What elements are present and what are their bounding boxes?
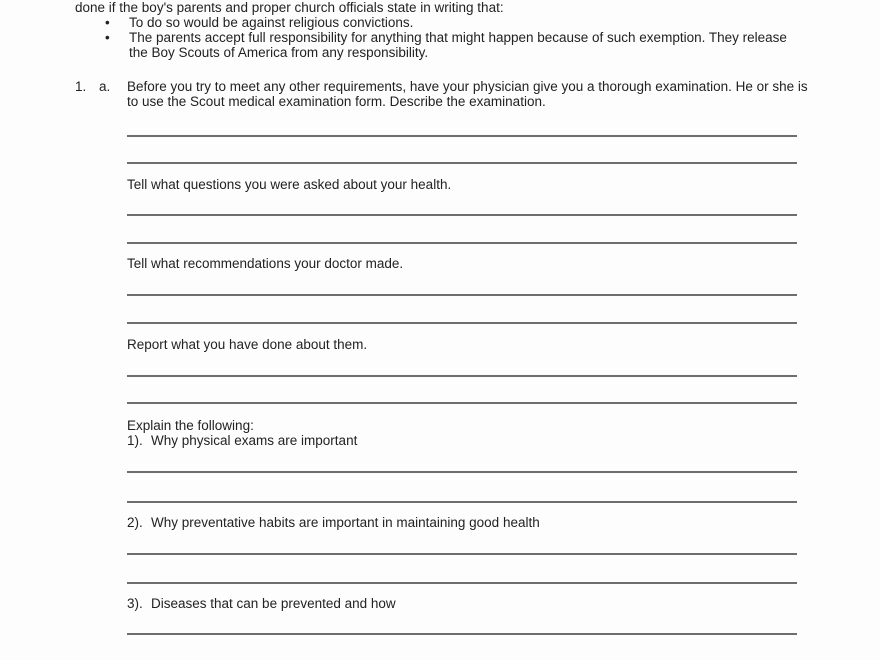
intro-paragraph: done if the boy's parents and proper church officials state in writing that: (75, 0, 504, 15)
explain-item-text: Why preventative habits are important in maintaining good health (151, 515, 540, 530)
answer-line (127, 214, 797, 216)
bullet-icon: • (105, 30, 110, 45)
answer-line (127, 242, 797, 244)
requirement-text: Before you try to meet any other requirements, have your physician give you a thorough examination. He or she is to use the Scout medical examination form. Describe the examination. (127, 79, 808, 109)
explain-item-text: Diseases that can be prevented and how (151, 596, 396, 611)
answer-line (127, 471, 797, 473)
bullet-item: The parents accept full responsibility for anything that might happen because of such exemption. They release the Boy Scouts of America from any responsibility. (129, 30, 787, 60)
answer-line (127, 294, 797, 296)
answer-line (127, 501, 797, 503)
bullet-item: To do so would be against religious convictions. (129, 15, 414, 30)
answer-line (127, 633, 797, 635)
answer-line (127, 402, 797, 404)
explain-item-text: Why physical exams are important (151, 433, 358, 448)
prompt-label: Tell what recommendations your doctor made. (127, 256, 404, 271)
requirement-letter: a. (99, 79, 111, 94)
explain-item-number: 1). (127, 433, 143, 448)
explain-label: Explain the following: (127, 418, 254, 433)
requirement-number: 1. (75, 79, 87, 94)
explain-item-number: 3). (127, 596, 143, 611)
answer-line (127, 553, 797, 555)
explain-item-number: 2). (127, 515, 143, 530)
bullet-icon: • (105, 15, 110, 30)
answer-line (127, 582, 797, 584)
answer-line (127, 322, 797, 324)
answer-line (127, 162, 797, 164)
prompt-label: Report what you have done about them. (127, 337, 368, 352)
prompt-label: Tell what questions you were asked about your health. (127, 177, 452, 192)
answer-line (127, 135, 797, 137)
answer-line (127, 375, 797, 377)
